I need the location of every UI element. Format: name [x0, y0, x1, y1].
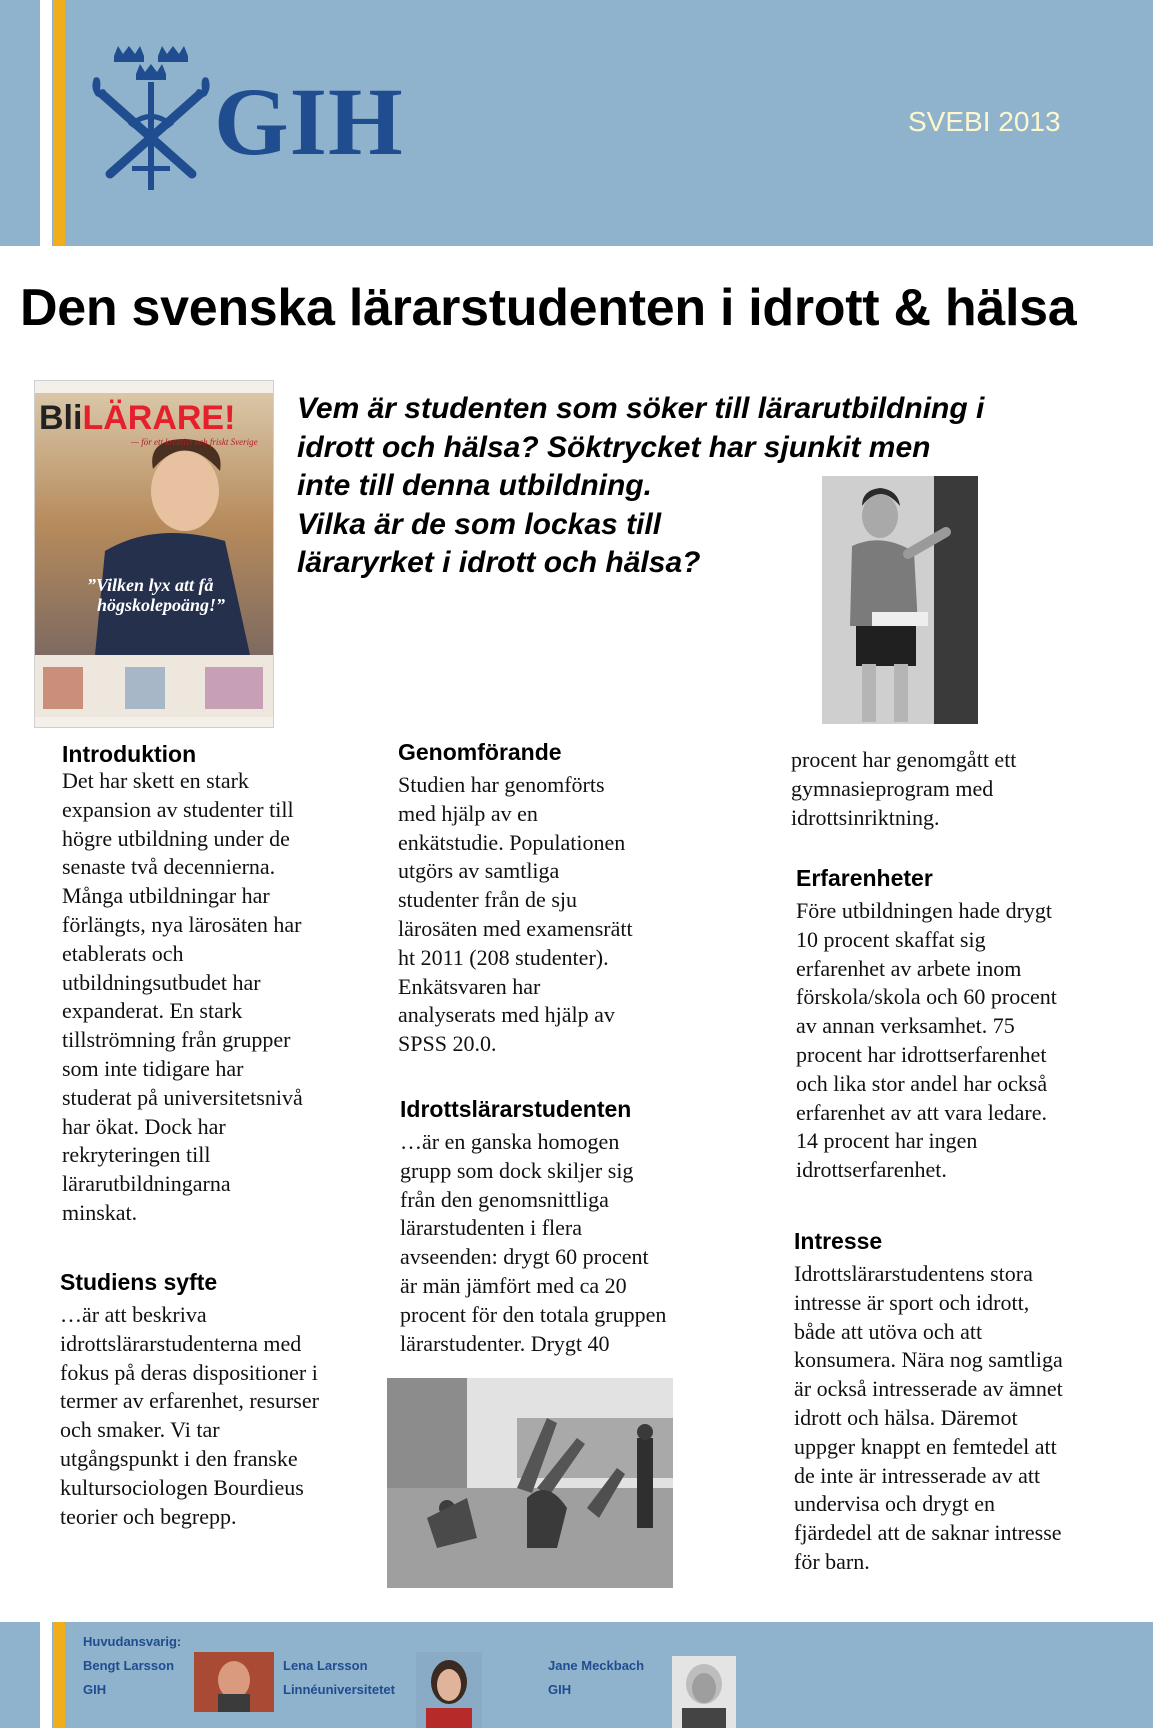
event-label: SVEBI 2013	[908, 106, 1061, 137]
magazine-masthead	[39, 401, 235, 435]
text-line: är män jämfört med ca 20	[400, 1272, 627, 1298]
avatar	[194, 1652, 274, 1712]
footer-stripe-white	[40, 1622, 52, 1728]
text-line: expansion av studenter till	[62, 796, 294, 822]
text-line: procent för den totala gruppen	[400, 1301, 667, 1327]
author-name: Jane Meckbach	[548, 1658, 645, 1673]
text-line: förskola/skola och 60 procent	[796, 984, 1057, 1010]
intro-question-line: Vem är studenten som söker till lärarutbildning i	[297, 392, 985, 425]
author-name: Lena Larsson	[283, 1658, 368, 1673]
footer-label: Huvudansvarig:	[83, 1634, 182, 1649]
text-line: lärarutbildningarna	[62, 1171, 231, 1197]
text-line: lärosäten med examensrätt	[398, 915, 633, 941]
text-line: konsumera. Nära nog samtliga	[794, 1347, 1063, 1373]
avatar-graphic	[672, 1656, 736, 1728]
text-line: Idrottslärarstudentens stora	[794, 1261, 1033, 1286]
text-line: förlängts, nya lärosäten har	[62, 911, 302, 937]
text-line: av annan verksamhet. 75	[796, 1013, 1015, 1039]
text-line: procent har idrottserfarenhet	[796, 1041, 1047, 1067]
magazine-quote-line: ”Vilken lyx att få	[87, 575, 214, 595]
text-erfarenheter	[796, 897, 1057, 1185]
intro-question-line: Vilka är de som lockas till	[297, 507, 662, 541]
text-line: fokus på deras dispositioner i	[60, 1359, 318, 1385]
text-line: avseenden: drygt 60 procent	[400, 1244, 649, 1270]
intro-question-line: idrott och hälsa? Söktrycket har sjunkit men	[297, 430, 931, 464]
text-line: intresse är sport och idrott,	[794, 1289, 1030, 1315]
text-line: enkätstudie. Populationen	[398, 829, 626, 855]
text-line: erfarenhet av att vara ledare.	[796, 1099, 1047, 1125]
text-genomforande	[398, 771, 633, 1059]
text-intresse	[794, 1260, 1063, 1577]
text-line: är också intresserade av ämnet	[794, 1376, 1063, 1402]
text-studiens-syfte	[60, 1301, 319, 1531]
text-line: både att utöva och att	[794, 1318, 983, 1344]
text-line: utgörs av samtliga	[398, 858, 560, 884]
teacher-photo-graphic	[822, 476, 978, 724]
gymnastics-photo	[387, 1378, 673, 1588]
gymnastics-photo-graphic	[387, 1378, 673, 1588]
heading-erfarenheter: Erfarenheter	[796, 865, 933, 891]
text-line: senaste två decennierna.	[62, 854, 276, 880]
header-stripe-white	[40, 0, 52, 246]
text-line: erfarenhet av arbete inom	[796, 955, 1022, 981]
crest-icon	[92, 44, 212, 194]
text-line: lärarstudenten i flera	[400, 1215, 583, 1241]
text-line: analyserats med hjälp av	[398, 1002, 615, 1028]
heading-introduktion: Introduktion	[62, 741, 197, 767]
text-line: …är en ganska homogen	[400, 1129, 620, 1154]
teacher-photo	[822, 476, 978, 724]
magazine-cover-image	[34, 380, 274, 728]
magazine-masthead-prefix: Bli	[39, 399, 83, 437]
heading-studiens-syfte: Studiens syfte	[60, 1269, 218, 1295]
magazine-quote	[87, 575, 225, 615]
text-line: tillströmning från grupper	[62, 1027, 291, 1053]
text-line: från den genomsnittliga	[400, 1186, 609, 1212]
intro-question-line: läraryrket i idrott och hälsa?	[297, 546, 701, 579]
text-line: idrottsinriktning.	[791, 804, 940, 830]
text-line: studenter från de sju	[398, 887, 577, 913]
text-line: expanderat. En stark	[62, 998, 243, 1024]
text-line: utbildningsutbudet har	[62, 969, 261, 995]
text-line: högre utbildning under de	[62, 825, 290, 851]
text-line: fjärdedel att de saknar intresse	[794, 1520, 1062, 1546]
text-line: utgångspunkt i den franske	[60, 1445, 298, 1471]
text-line: 14 procent har ingen	[796, 1128, 978, 1154]
avatar-graphic	[416, 1652, 482, 1728]
avatar-graphic	[194, 1652, 274, 1712]
text-line: SPSS 20.0.	[398, 1031, 497, 1057]
text-line: gymnasieprogram med	[791, 775, 994, 801]
text-line: rekryteringen till	[62, 1142, 211, 1168]
footer-stripe-gold	[53, 1622, 65, 1728]
text-line: teorier och begrepp.	[60, 1503, 237, 1529]
text-line: med hjälp av en	[398, 800, 538, 826]
text-line: uppger knappt en femtedel att	[794, 1433, 1057, 1459]
text-line: minskat.	[62, 1199, 138, 1225]
text-line: undervisa och drygt en	[794, 1491, 995, 1517]
text-line: …är att beskriva	[60, 1302, 207, 1327]
text-line: för barn.	[794, 1548, 870, 1574]
text-line: kultursociologen Bourdieus	[60, 1474, 304, 1500]
text-line: Studien har genomförts	[398, 772, 605, 797]
text-line: 10 procent skaffat sig	[796, 926, 986, 952]
author-org: Linnéuniversitetet	[283, 1682, 395, 1697]
avatar	[416, 1652, 482, 1728]
text-line: procent har genomgått ett	[791, 747, 1017, 772]
text-line: och lika stor andel har också	[796, 1070, 1048, 1096]
page-title: Den svenska lärarstudenten i idrott & hälsa	[20, 279, 1077, 337]
text-line: de inte är intresserade av att	[794, 1462, 1041, 1488]
text-line: grupp som dock skiljer sig	[400, 1157, 634, 1183]
author-org: GIH	[548, 1682, 572, 1697]
heading-intresse: Intresse	[794, 1228, 883, 1254]
text-line: ht 2011 (208 studenter).	[398, 944, 609, 970]
magazine-quote-line: högskolepoäng!”	[97, 595, 226, 615]
heading-idrottslararstudenten: Idrottslärarstudenten	[400, 1096, 632, 1122]
text-line: har ökat. Dock har	[62, 1113, 226, 1139]
text-introduktion	[62, 767, 303, 1228]
text-line: etablerats och	[62, 940, 184, 966]
text-line: Före utbildningen hade drygt	[796, 898, 1053, 923]
text-fortsattning	[791, 746, 1016, 832]
logo-text: GIH	[214, 68, 404, 175]
text-line: termer av erfarenhet, resurser	[60, 1388, 319, 1414]
avatar	[672, 1656, 736, 1728]
text-line: idrottserfarenhet.	[796, 1157, 947, 1183]
text-idrottslararstudenten	[400, 1128, 666, 1358]
magazine-masthead-main: LÄRARE!	[82, 399, 236, 437]
text-line: Enkätsvaren har	[398, 973, 541, 999]
header-stripe-gold	[53, 0, 65, 246]
author-name: Bengt Larsson	[83, 1658, 175, 1673]
text-line: som inte tidigare har	[62, 1055, 244, 1081]
text-line: studerat på universitetsnivå	[62, 1084, 303, 1110]
text-line: Många utbildningar har	[62, 883, 270, 909]
intro-question-line: inte till denna utbildning.	[297, 469, 652, 502]
text-line: idrott och hälsa. Däremot	[794, 1404, 1018, 1430]
text-line: Det har skett en stark	[62, 768, 249, 793]
text-line: idrottslärarstudenterna med	[60, 1330, 302, 1356]
magazine-tagline: — för ett kreativt och friskt Sverige	[131, 437, 258, 447]
text-line: och smaker. Vi tar	[60, 1417, 220, 1443]
author-org: GIH	[83, 1682, 107, 1697]
text-line: lärarstudenter. Drygt 40	[400, 1330, 610, 1356]
heading-genomforande: Genomförande	[398, 739, 562, 765]
